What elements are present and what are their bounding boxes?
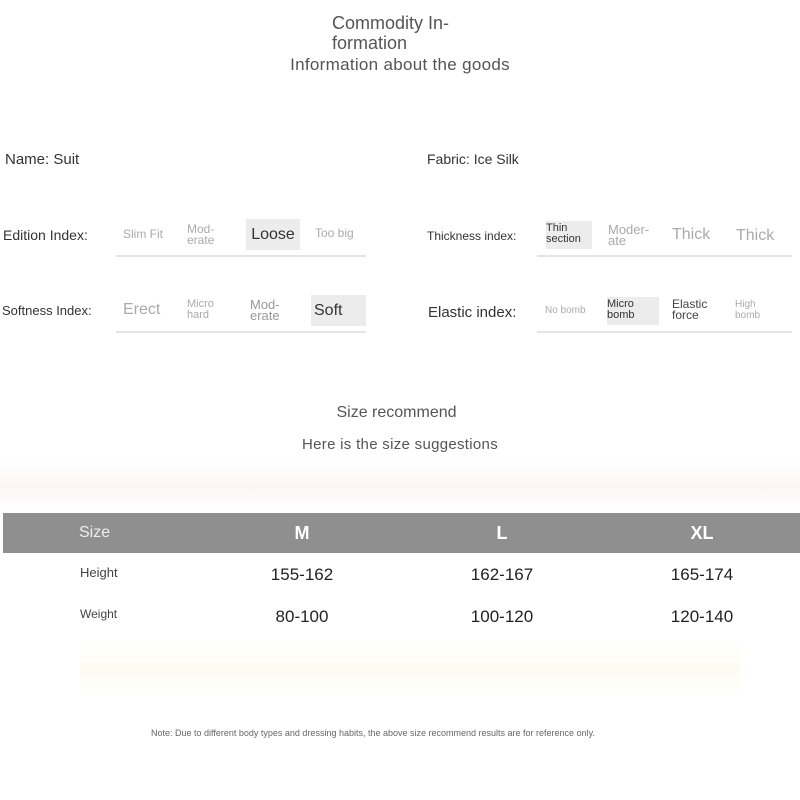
elastic-option-elastic-force: Elastic force bbox=[672, 297, 708, 322]
size-note: Note: Due to different body types and dressing habits, the above size recommend results are for reference only. bbox=[151, 728, 595, 738]
elastic-option-micro-bomb: Micro bomb bbox=[607, 297, 659, 325]
size-section-title: Size recommend bbox=[336, 404, 457, 421]
elastic-scale-line bbox=[537, 331, 792, 333]
size-header-xl: XL bbox=[690, 523, 714, 543]
size-header-label: Size bbox=[79, 524, 111, 541]
fabric-label: Fabric: bbox=[427, 151, 470, 167]
decorative-band bbox=[80, 640, 740, 700]
fabric-field bbox=[427, 151, 519, 167]
softness-option-erect: Erect bbox=[123, 301, 161, 318]
elastic-option-no-bomb: No bomb bbox=[545, 305, 586, 316]
cell-height-m: 155-162 bbox=[270, 565, 334, 584]
cell-weight-xl: 120-140 bbox=[670, 607, 734, 626]
size-header-l: L bbox=[496, 523, 508, 543]
edition-option-too-big: Too big bbox=[315, 226, 354, 240]
cell-weight-m: 80-100 bbox=[275, 607, 329, 626]
softness-option-moderate: Mod- erate bbox=[250, 297, 280, 323]
size-table-header bbox=[3, 513, 800, 553]
name-value: Suit bbox=[53, 151, 80, 168]
name-label: Name: bbox=[5, 151, 50, 168]
edition-option-slim-fit: Slim Fit bbox=[123, 227, 163, 241]
row-label-weight: Weight bbox=[80, 607, 118, 621]
fabric-value: Ice Silk bbox=[473, 151, 519, 167]
softness-index-label: Softness Index: bbox=[2, 303, 92, 318]
edition-option-loose: Loose bbox=[246, 219, 300, 250]
title-line-1: Commodity In- bbox=[332, 13, 450, 33]
page-title bbox=[332, 13, 482, 53]
cell-height-xl: 165-174 bbox=[670, 565, 734, 584]
name-field bbox=[5, 151, 79, 168]
thickness-option-moderate: Moder- ate bbox=[608, 222, 650, 248]
decorative-band bbox=[0, 460, 800, 512]
row-label-height: Height bbox=[80, 565, 118, 580]
thickness-scale-line bbox=[537, 255, 792, 257]
size-section-subtitle: Here is the size suggestions bbox=[302, 436, 498, 453]
softness-option-soft: Soft bbox=[311, 295, 366, 326]
page-subtitle: Information about the goods bbox=[290, 55, 510, 74]
edition-option-moderate: Mod- erate bbox=[187, 222, 215, 247]
thickness-option-thick-2: Thick bbox=[736, 227, 775, 244]
size-header-m: M bbox=[294, 523, 310, 543]
thickness-option-thick-1: Thick bbox=[672, 226, 711, 243]
edition-scale-line bbox=[116, 255, 366, 257]
elastic-index-label: Elastic index: bbox=[428, 304, 517, 321]
edition-index-label: Edition Index: bbox=[3, 227, 88, 243]
cell-weight-l: 100-120 bbox=[470, 607, 534, 626]
thickness-option-thin-section: Thin section bbox=[546, 221, 592, 249]
softness-scale-line bbox=[116, 331, 366, 333]
softness-option-micro-hard: Micro hard bbox=[187, 298, 214, 321]
elastic-option-high-bomb: High bomb bbox=[735, 299, 761, 321]
title-line-2: formation bbox=[332, 33, 408, 53]
cell-height-l: 162-167 bbox=[470, 565, 534, 584]
thickness-index-label: Thickness index: bbox=[427, 229, 517, 243]
